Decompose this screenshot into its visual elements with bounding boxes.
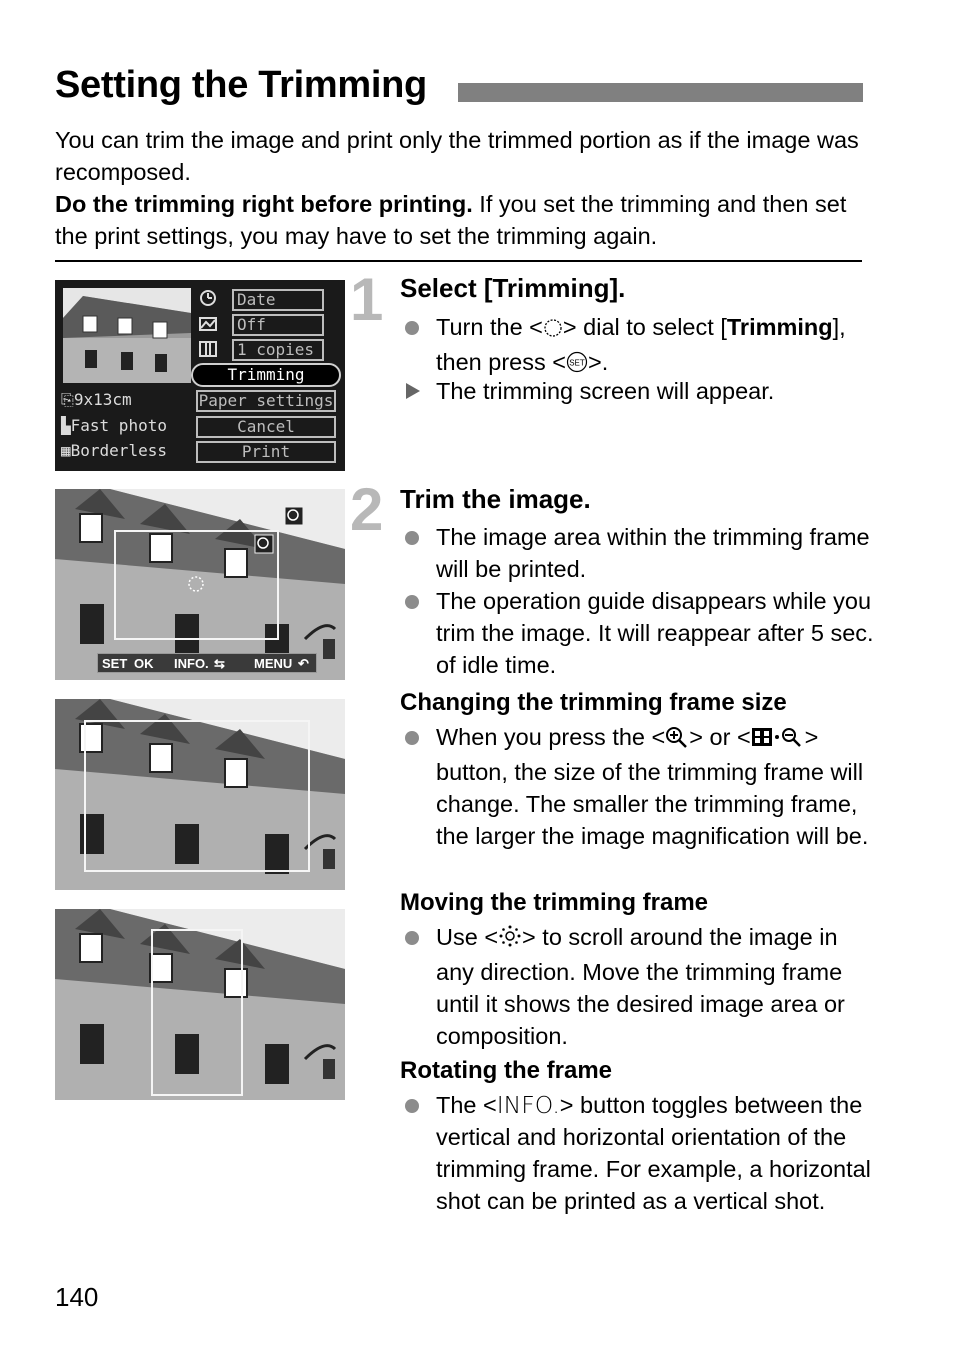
divider (55, 260, 862, 262)
bullet-text: The image area within the trimming frame will be printed. (436, 524, 870, 582)
text-fragment: Use < (436, 924, 499, 950)
return-icon: ↶ (298, 656, 309, 671)
layout-icon: ▦ (61, 441, 71, 460)
date-icon (198, 288, 218, 308)
step-2-bullet-2 (400, 585, 876, 681)
rotate-frame-bullet (400, 1089, 876, 1217)
bullet-dot (405, 531, 419, 545)
frame-size-bullet (400, 721, 876, 852)
text-fragment: > or < (689, 724, 751, 750)
move-frame-bullet (400, 921, 876, 1052)
bullet-dot (405, 595, 419, 609)
trimming-bold: Trimming (726, 314, 833, 340)
text-fragment: >. (587, 349, 609, 375)
text-fragment: Turn the < (436, 314, 543, 340)
effect-icon (198, 314, 218, 334)
guide-info-label: INFO. (174, 656, 209, 671)
step-number-2: 2 (350, 476, 384, 543)
paper-type-row (61, 416, 167, 436)
page-number: 140 (55, 1282, 99, 1312)
step-2-heading: Trim the image. (400, 484, 591, 514)
intro-bold: Do the trimming right before printing. (55, 191, 473, 217)
result-arrow-icon (406, 383, 420, 399)
guide-menu-label: MENU (254, 656, 293, 671)
move-frame-heading: Moving the trimming frame (400, 889, 709, 916)
paper-size-icon: ⎘ (61, 390, 74, 409)
paper-type-value: Fast photo (70, 416, 167, 435)
copies-icon (198, 339, 218, 359)
text-fragment: > dial to select [ (562, 314, 727, 340)
bullet-dot (405, 931, 419, 945)
paper-type-icon: ▙ (61, 416, 71, 435)
resized-frame-photo (55, 699, 345, 890)
print-menu-screen (55, 280, 345, 471)
text-fragment: The < (436, 1092, 497, 1118)
page-title: Setting the Trimming (55, 64, 427, 106)
layout-value: Borderless (70, 441, 167, 460)
trimming-selection[interactable] (191, 363, 341, 387)
intro-line: You can trim the image and print only the trimmed portion as if the image was recomposed. (55, 127, 859, 185)
print-button[interactable]: Print (196, 441, 336, 463)
paper-settings-button[interactable]: Paper settings (196, 390, 336, 412)
bullet-dot (405, 731, 419, 745)
date-option[interactable]: Date (232, 289, 324, 311)
paper-size-value: 9x13cm (73, 390, 132, 409)
svg-text:SET: SET (569, 358, 585, 368)
intro-text (55, 124, 875, 252)
guide-ok-label: OK (134, 656, 154, 671)
text-fragment: ], then press < (436, 314, 846, 375)
text-fragment: > to scroll around the image in any direction. Move the trimming frame until it shows the desired image area or composition. (436, 924, 845, 1049)
step-1-result (400, 375, 876, 407)
cancel-button[interactable]: Cancel (196, 416, 336, 438)
rotate-frame-heading: Rotating the frame (400, 1057, 613, 1084)
thumbnail-image (63, 288, 191, 383)
zoom-in-icon (665, 724, 689, 756)
step-number-1: 1 (350, 266, 384, 333)
info-button-label: INFO. (496, 1091, 560, 1119)
multi-controller-icon (498, 924, 522, 956)
quick-control-dial-icon (543, 314, 563, 346)
bullet-text: The operation guide disappears while you trim the image. It will reappear after 5 sec. of idle time. (436, 588, 874, 678)
bullet-dot (405, 321, 419, 335)
layout-row (61, 441, 167, 461)
vertical-frame-photo (55, 909, 345, 1100)
intro-rest: If you set the trimming and then set the print settings, you may have to set the trimming again. (55, 191, 847, 249)
step-1-bullet (400, 311, 876, 381)
effect-option[interactable]: Off (232, 314, 324, 336)
step-2-bullet-1 (400, 521, 876, 585)
text-fragment: > button, the size of the trimming frame will change. The smaller the trimming frame, the larger the image magnification will be. (436, 724, 869, 849)
trimming-screen-photo (55, 489, 345, 680)
step-1-heading: Select [Trimming]. (400, 273, 626, 303)
index-zoom-out-icon (751, 724, 805, 756)
frame-size-heading: Changing the trimming frame size (400, 689, 787, 716)
result-text: The trimming screen will appear. (436, 378, 775, 404)
trimming-label: Trimming (227, 365, 305, 384)
rotate-frame-icon: ⇆ (214, 656, 225, 671)
text-fragment: > button toggles between the vertical and horizontal orientation of the trimming frame. For example, a horizontal shot can be printed as a vertical shot. (436, 1092, 871, 1214)
paper-size-row (61, 390, 132, 410)
bullet-dot (405, 1099, 419, 1113)
text-fragment: When you press the < (436, 724, 666, 750)
guide-set-label: SET (102, 656, 128, 671)
copies-option[interactable]: 1 copies (232, 339, 324, 361)
intro-note (55, 188, 875, 252)
title-bar-decoration (458, 83, 863, 102)
operation-guide-bar (97, 653, 317, 673)
